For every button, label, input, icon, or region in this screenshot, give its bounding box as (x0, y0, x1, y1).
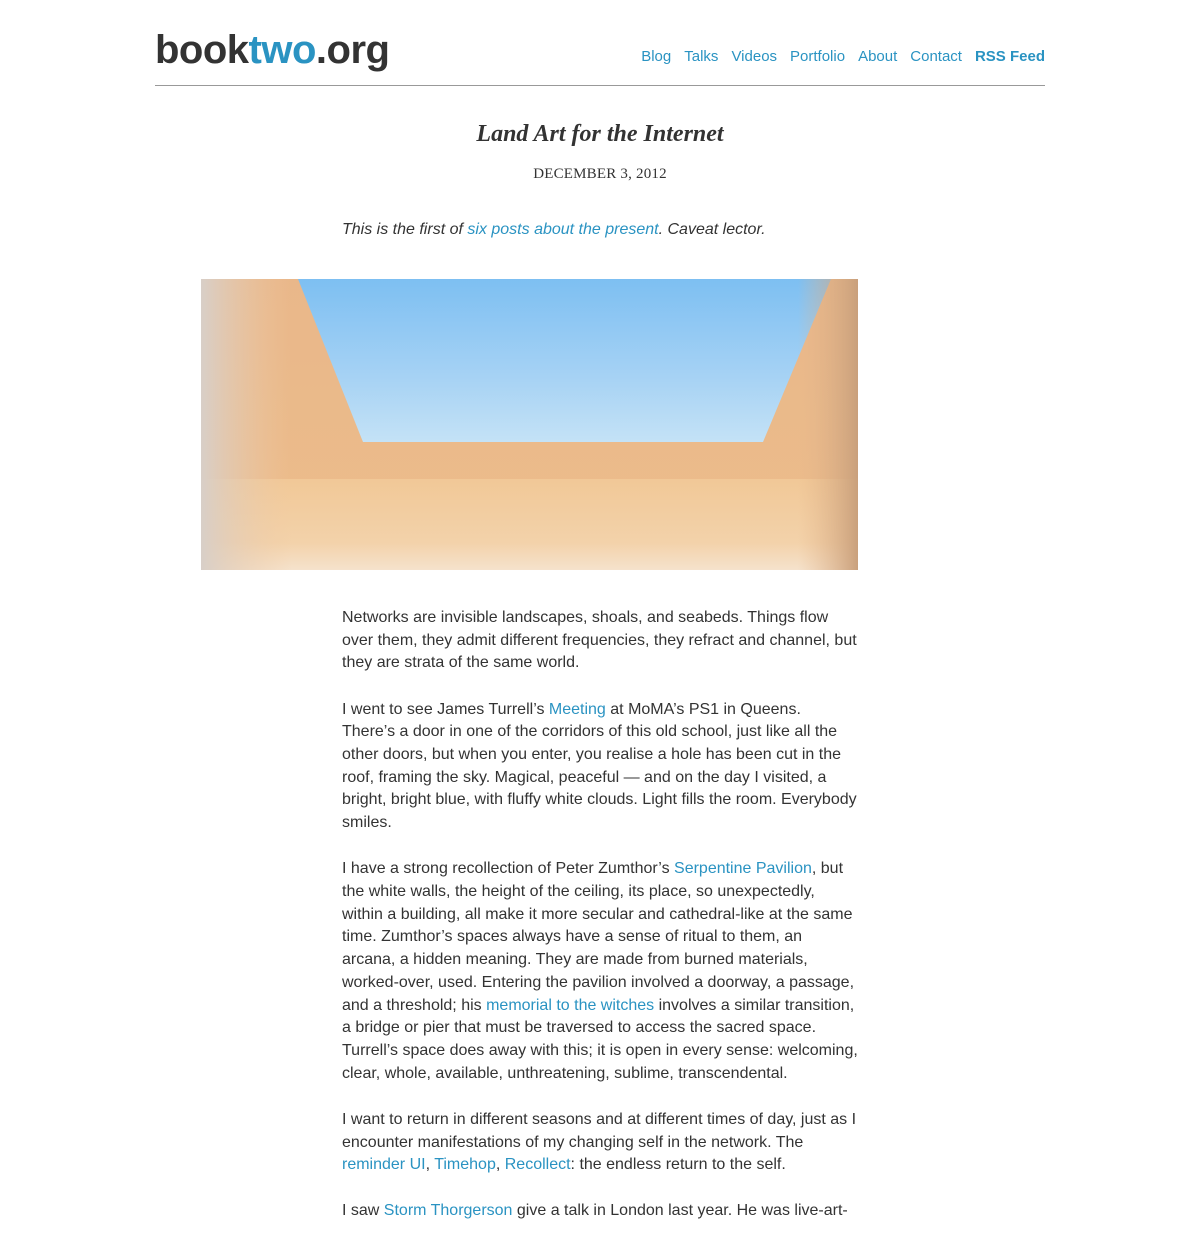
nav-rss-feed[interactable]: RSS Feed (974, 48, 1045, 65)
logo-book: book (155, 28, 249, 72)
p2-text-2: at MoMA’s PS1 in Queens. There’s a door in one of the corridors of this old school, just like all the other doors, but when you enter, you realise a hole has been cut in the roof, framing the sky. Magical, peaceful — and on the day I visited, a bright, bright blue, with fluffy white clouds. Light fills the room. Everybody smiles. (342, 700, 857, 832)
skyspace-photo (201, 279, 858, 570)
paragraph-4 (342, 1109, 858, 1177)
post-date: DECEMBER 3, 2012 (533, 166, 667, 182)
meeting-link[interactable]: Meeting (548, 700, 606, 718)
six-posts-link[interactable]: six posts about the present (467, 221, 659, 238)
paragraph-2 (342, 699, 858, 835)
p3-text-1: I have a strong recollection of Peter Zumthor’s (342, 860, 675, 878)
logo-two: two (248, 28, 316, 72)
paragraph-3 (342, 858, 858, 1085)
recollect-link[interactable]: Recollect (504, 1156, 571, 1174)
memorial-witches-link[interactable]: memorial to the witches (486, 996, 655, 1014)
nav-portfolio[interactable]: Portfolio (790, 48, 846, 65)
p3-text-3: involves a similar transition, a bridge or pier that must be traversed to access the sacred space. Turrell’s space does away with this; it is open in every sense: welcoming, clear, whole, available, unthreatening, sublime, transcendental. (342, 996, 858, 1082)
main-nav (628, 48, 1045, 66)
intro-text-after: . Caveat lector. (658, 221, 766, 238)
nav-about[interactable]: About (858, 48, 898, 65)
timehop-link[interactable]: Timehop (434, 1156, 496, 1174)
nav-videos[interactable]: Videos (731, 48, 778, 65)
logo-org: .org (315, 28, 390, 72)
left-shade (201, 279, 291, 570)
wall-shape (201, 479, 858, 570)
p2-text-1: I went to see James Turrell’s (342, 700, 549, 718)
nav-talks[interactable]: Talks (684, 48, 719, 65)
post-body (342, 607, 858, 1247)
reminder-ui-link[interactable]: reminder UI (342, 1156, 426, 1174)
p4-text-3: , (495, 1156, 505, 1174)
p4-text-1: I want to return in different seasons and at different times of day, just as I encounter manifestations of my changing self in the network. The (342, 1110, 857, 1151)
nav-contact[interactable]: Contact (910, 48, 962, 65)
p5-text-2: give a talk in London last year. He was live-art- (512, 1202, 848, 1220)
site-header (155, 0, 1045, 86)
paragraph-5 (342, 1200, 858, 1223)
p1-text: Networks are invisible landscapes, shoals, and seabeds. Things flow over them, they admit different frequencies, they refract and channel, but they are strata of the same world. (342, 609, 857, 672)
p5-text-1: I saw (342, 1202, 384, 1220)
p4-text-2: , (425, 1156, 435, 1174)
nav-blog[interactable]: Blog (641, 48, 672, 65)
skyspace-photo-svg (201, 279, 858, 570)
p3-text-2: , but the white walls, the height of the ceiling, its place, so unexpectedly, within a building, all make it more secular and cathedral-like at the same time. Zumthor’s spaces always have a sense of ritual to them, an arcana, a hidden meaning. They are made from burned materials, worked-over, used. Entering the pavilion involved a doorway, a passage, and a threshold; his (342, 860, 855, 1014)
paragraph-1 (342, 607, 858, 675)
serpentine-pavilion-link[interactable]: Serpentine Pavilion (674, 860, 812, 878)
site-logo-link[interactable] (155, 28, 389, 72)
intro-text-before: This is the first of (342, 221, 468, 238)
storm-thorgerson-link[interactable]: Storm Thorgerson (383, 1202, 513, 1220)
sky-opening (298, 279, 831, 442)
post-intro (342, 221, 862, 239)
p4-text-4: : the endless return to the self. (570, 1156, 786, 1174)
right-shade (798, 279, 858, 570)
post-title: Land Art for the Internet (476, 121, 724, 147)
